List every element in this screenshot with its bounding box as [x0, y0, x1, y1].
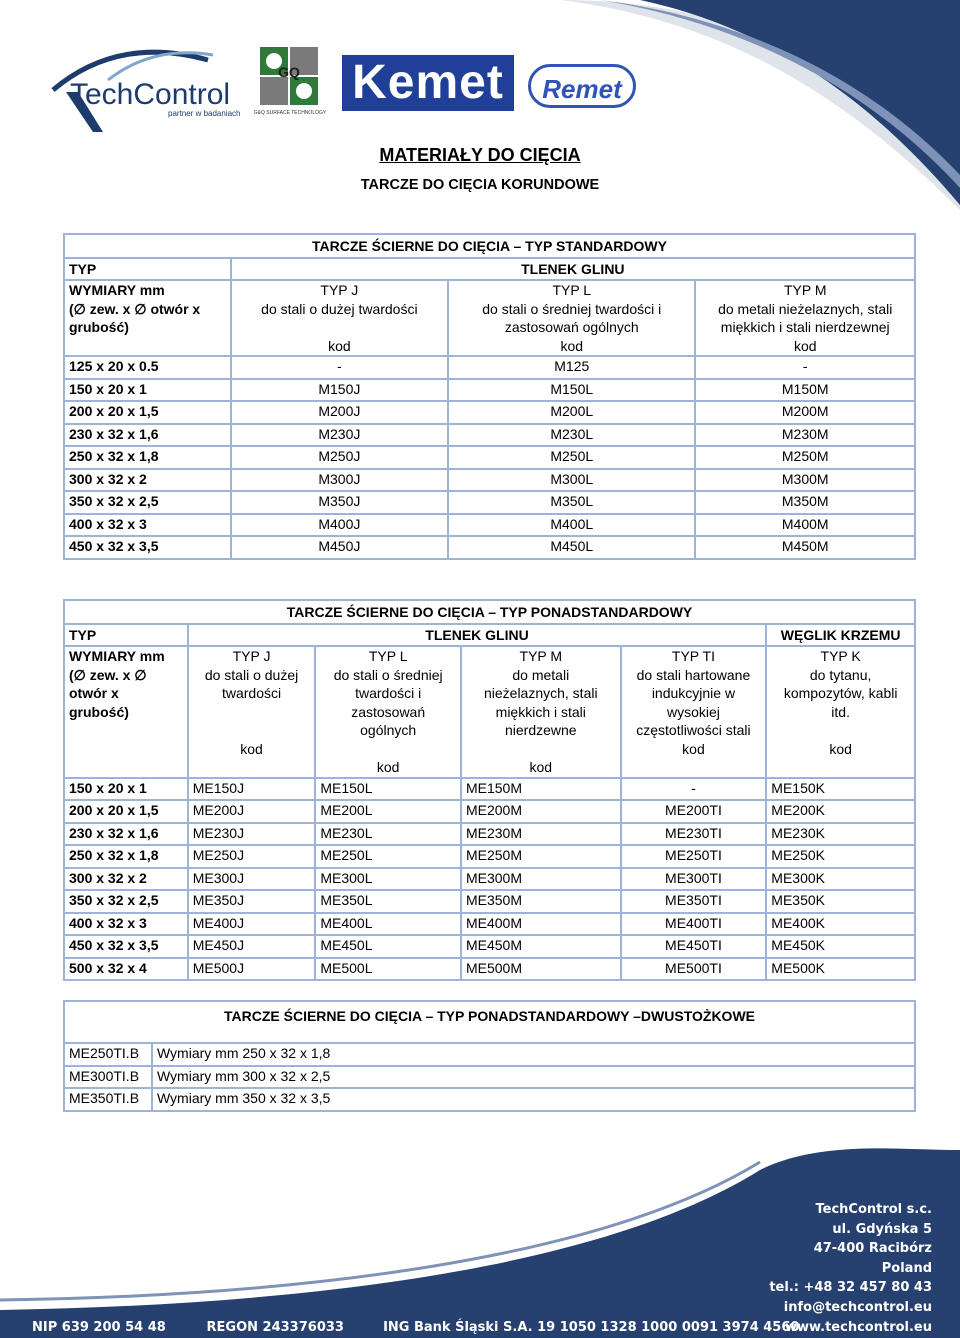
- dim-label: grubość): [69, 319, 129, 335]
- type-title: TYP L: [368, 648, 408, 664]
- table-row: [64, 379, 915, 402]
- code-cell-k: ME350K: [766, 890, 915, 913]
- code-cell-k: ME400K: [766, 913, 915, 936]
- type-title: TYP M: [519, 648, 563, 664]
- dimension-cell: 450 x 32 x 3,5: [64, 536, 231, 559]
- company-email[interactable]: info@techcontrol.eu: [783, 1299, 932, 1315]
- code-cell-ti: ME230TI: [621, 823, 767, 846]
- type-l-header: [448, 280, 695, 356]
- code-cell-j: ME150J: [188, 778, 316, 801]
- company-phone: tel.: +48 32 457 80 43: [769, 1280, 932, 1296]
- code-cell-l: ME300L: [315, 868, 461, 891]
- table-row: [64, 913, 915, 936]
- code-cell-ti: ME500TI: [621, 958, 767, 981]
- gq-logo-tag: G&Q SURFACE TECHNOLOGY: [253, 110, 327, 116]
- table-row: [64, 469, 915, 492]
- code-cell-k: ME230K: [766, 823, 915, 846]
- group-label: TLENEK GLINU: [188, 624, 767, 646]
- code-cell-m: ME250M: [461, 845, 621, 868]
- company-website[interactable]: www.techcontrol.eu: [784, 1319, 932, 1335]
- product-desc-cell: Wymiary mm 300 x 32 x 2,5: [152, 1066, 915, 1089]
- code-cell-l: ME230L: [315, 823, 461, 846]
- table-caption: TARCZE ŚCIERNE DO CIĘCIA – TYP PONADSTANDARDOWY: [64, 600, 915, 624]
- dimension-cell: 400 x 32 x 3: [64, 514, 231, 537]
- code-cell-l: M200L: [448, 401, 695, 424]
- premium-table-body: [64, 778, 915, 981]
- code-cell-j: ME400J: [188, 913, 316, 936]
- code-cell-j: M150J: [231, 379, 448, 402]
- type-title: TYP K: [820, 648, 861, 664]
- table-row: [64, 868, 915, 891]
- double-cone-table-body: [64, 1043, 915, 1111]
- group-label: TLENEK GLINU: [231, 258, 915, 280]
- product-code-cell: ME250TI.B: [64, 1043, 152, 1066]
- code-cell-k: ME150K: [766, 778, 915, 801]
- code-cell-m: ME200M: [461, 800, 621, 823]
- group-label-sic: WĘGLIK KRZEMU: [766, 624, 915, 646]
- page-subtitle: TARCZE DO CIĘCIA KORUNDOWE: [360, 177, 600, 193]
- dimension-cell: 230 x 32 x 1,6: [64, 424, 231, 447]
- typ-label: TYP: [64, 624, 188, 646]
- dimension-cell: 500 x 32 x 4: [64, 958, 188, 981]
- product-code-cell: ME300TI.B: [64, 1066, 152, 1089]
- code-cell-m: M450M: [695, 536, 915, 559]
- dimension-cell: 400 x 32 x 3: [64, 913, 188, 936]
- dim-label: otwór x: [69, 685, 119, 701]
- techcontrol-logo-tag: partner w badaniach: [168, 109, 241, 118]
- type-m-header: [461, 646, 621, 778]
- product-desc-cell: Wymiary mm 250 x 32 x 1,8: [152, 1043, 915, 1066]
- type-desc: indukcyjnie w: [651, 685, 736, 701]
- code-cell-m: M200M: [695, 401, 915, 424]
- dimension-cell: 450 x 32 x 3,5: [64, 935, 188, 958]
- code-cell-k: ME200K: [766, 800, 915, 823]
- table-caption: TARCZE ŚCIERNE DO CIĘCIA – TYP PONADSTANDARDOWY –DWUSTOŻKOWE: [64, 1001, 915, 1043]
- bank-account: ING Bank Śląski S.A. 19 1050 1328 1000 0091 3974 4560: [383, 1320, 800, 1335]
- type-desc: do tytanu,: [809, 666, 872, 683]
- type-desc: do stali o dużej twardości: [261, 300, 418, 317]
- standard-table: [63, 233, 916, 560]
- dimension-cell: 300 x 32 x 2: [64, 868, 188, 891]
- code-cell-ti: ME300TI: [621, 868, 767, 891]
- type-desc: do stali hartowane: [636, 666, 751, 683]
- code-cell-m: ME230M: [461, 823, 621, 846]
- dimension-cell: 250 x 32 x 1,8: [64, 446, 231, 469]
- company-street: ul. Gdyńska 5: [832, 1221, 932, 1237]
- table-row: [64, 800, 915, 823]
- code-cell-l: M250L: [448, 446, 695, 469]
- type-l-header: [315, 646, 461, 778]
- type-desc: kompozytów, kabli: [783, 685, 898, 701]
- code-cell-m: ME500M: [461, 958, 621, 981]
- regon-number: REGON 243376033: [206, 1320, 344, 1335]
- table-row: [64, 491, 915, 514]
- nip-number: NIP 639 200 54 48: [32, 1320, 166, 1335]
- code-cell-m: M350M: [695, 491, 915, 514]
- type-desc: do stali o średniej: [333, 666, 443, 683]
- dimension-cell: 125 x 20 x 0.5: [64, 356, 231, 379]
- type-desc: miękkich i stali: [495, 703, 586, 720]
- type-j-header: [188, 646, 316, 778]
- company-country: Poland: [881, 1260, 932, 1276]
- code-cell-l: ME350L: [315, 890, 461, 913]
- code-cell-ti: ME250TI: [621, 845, 767, 868]
- gq-logo-text: GQ: [278, 64, 300, 80]
- code-cell-j: ME200J: [188, 800, 316, 823]
- dimension-cell: 200 x 20 x 1,5: [64, 401, 231, 424]
- dimension-cell: 250 x 32 x 1,8: [64, 845, 188, 868]
- code-cell-m: M230M: [695, 424, 915, 447]
- code-cell-j: M200J: [231, 401, 448, 424]
- typ-label: TYP: [64, 258, 231, 280]
- type-title: TYP J: [320, 282, 359, 298]
- company-name: TechControl s.c.: [815, 1202, 932, 1217]
- code-cell-j: M400J: [231, 514, 448, 537]
- table-row: [64, 958, 915, 981]
- code-cell-m: ME400M: [461, 913, 621, 936]
- code-cell-m: ME350M: [461, 890, 621, 913]
- dimension-cell: 150 x 20 x 1: [64, 778, 188, 801]
- code-cell-m: -: [695, 356, 915, 379]
- code-cell-ti: ME450TI: [621, 935, 767, 958]
- code-cell-ti: -: [621, 778, 767, 801]
- code-cell-j: M450J: [231, 536, 448, 559]
- code-cell-l: ME250L: [315, 845, 461, 868]
- code-cell-j: ME450J: [188, 935, 316, 958]
- remet-logo: Remet: [528, 64, 636, 108]
- type-desc: do stali o średniej twardości i: [482, 300, 662, 317]
- code-cell-j: ME300J: [188, 868, 316, 891]
- dim-label: (∅ zew. x ∅ otwór x: [69, 300, 201, 317]
- dimensions-header: [64, 646, 188, 778]
- kod-label: kod: [793, 337, 817, 354]
- code-cell-ti: ME400TI: [621, 913, 767, 936]
- code-cell-l: ME150L: [315, 778, 461, 801]
- code-cell-k: ME250K: [766, 845, 915, 868]
- company-city: 47-400 Racibórz: [813, 1241, 932, 1257]
- table-row: [64, 935, 915, 958]
- table-row: [64, 424, 915, 447]
- dimension-cell: 350 x 32 x 2,5: [64, 491, 231, 514]
- table-row: [64, 823, 915, 846]
- table-row: [64, 356, 915, 379]
- type-desc: miękkich i stali nierdzewnej: [720, 319, 890, 335]
- kemet-logo: Kemet: [342, 55, 514, 111]
- code-cell-j: -: [231, 356, 448, 379]
- code-cell-k: ME300K: [766, 868, 915, 891]
- standard-table-body: [64, 356, 915, 559]
- product-desc-cell: Wymiary mm 350 x 32 x 3,5: [152, 1088, 915, 1111]
- code-cell-m: ME450M: [461, 935, 621, 958]
- dimension-cell: 350 x 32 x 2,5: [64, 890, 188, 913]
- dim-label: grubość): [69, 703, 129, 720]
- code-cell-l: M150L: [448, 379, 695, 402]
- table-row: [64, 845, 915, 868]
- table-row: [64, 401, 915, 424]
- code-cell-l: ME400L: [315, 913, 461, 936]
- code-cell-l: ME450L: [315, 935, 461, 958]
- dimension-cell: 150 x 20 x 1: [64, 379, 231, 402]
- code-cell-l: M450L: [448, 536, 695, 559]
- double-cone-table: [63, 1000, 916, 1112]
- code-cell-l: M230L: [448, 424, 695, 447]
- table-row: [64, 890, 915, 913]
- code-cell-l: M350L: [448, 491, 695, 514]
- kod-label: kod: [682, 740, 705, 757]
- type-desc: itd.: [831, 703, 850, 720]
- techcontrol-logo-text: TechControl: [70, 78, 231, 111]
- kod-label: kod: [328, 337, 351, 354]
- type-title: TYP M: [783, 282, 827, 298]
- kod-label: kod: [240, 740, 263, 757]
- type-title: TYP TI: [671, 648, 715, 664]
- type-k-header: [766, 646, 915, 778]
- type-desc: do stali o dużej: [204, 666, 299, 683]
- code-cell-l: M125: [448, 356, 695, 379]
- type-j-header: [231, 280, 448, 356]
- table-row: [64, 1088, 915, 1111]
- footer-legal: [32, 1320, 799, 1335]
- kod-label: kod: [829, 740, 852, 757]
- type-title: TYP J: [232, 648, 271, 664]
- type-desc: zastosowań ogólnych: [504, 319, 639, 335]
- dim-label: (∅ zew. x ∅: [69, 666, 147, 683]
- code-cell-l: M300L: [448, 469, 695, 492]
- type-desc: nierdzewne: [504, 722, 577, 738]
- code-cell-j: M250J: [231, 446, 448, 469]
- dimensions-header: [64, 280, 231, 356]
- code-cell-m: M250M: [695, 446, 915, 469]
- code-cell-j: M230J: [231, 424, 448, 447]
- code-cell-m: M400M: [695, 514, 915, 537]
- page-title: MATERIAŁY DO CIĘCIA: [379, 145, 581, 165]
- type-desc: ogólnych: [360, 722, 417, 738]
- type-title: TYP L: [552, 282, 592, 298]
- type-m-header: [695, 280, 915, 356]
- table-row: [64, 1066, 915, 1089]
- footer-contact: [769, 1200, 932, 1337]
- type-desc: do metali: [512, 666, 570, 683]
- product-code-cell: ME350TI.B: [64, 1088, 152, 1111]
- table-row: [64, 1043, 915, 1066]
- kod-label: kod: [529, 759, 553, 775]
- code-cell-l: ME200L: [315, 800, 461, 823]
- kod-label: kod: [560, 337, 584, 354]
- table-row: [64, 778, 915, 801]
- code-cell-l: ME500L: [315, 958, 461, 981]
- code-cell-m: M150M: [695, 379, 915, 402]
- code-cell-j: M300J: [231, 469, 448, 492]
- kod-label: kod: [376, 759, 400, 775]
- table-row: [64, 514, 915, 537]
- code-cell-j: ME350J: [188, 890, 316, 913]
- table-caption: TARCZE ŚCIERNE DO CIĘCIA – TYP STANDARDOWY: [64, 234, 915, 258]
- premium-table: [63, 599, 916, 981]
- code-cell-j: ME230J: [188, 823, 316, 846]
- type-desc: twardości: [221, 685, 282, 701]
- code-cell-ti: ME350TI: [621, 890, 767, 913]
- gq-logo: [253, 47, 327, 117]
- type-desc: nieżelaznych, stali: [483, 685, 598, 701]
- type-ti-header: [621, 646, 767, 778]
- type-desc: zastosowań: [351, 703, 426, 720]
- code-cell-j: ME500J: [188, 958, 316, 981]
- type-desc: częstotliwości stali: [636, 722, 751, 738]
- dimension-cell: 230 x 32 x 1,6: [64, 823, 188, 846]
- code-cell-k: ME450K: [766, 935, 915, 958]
- type-desc: wysokiej: [666, 703, 720, 720]
- code-cell-k: ME500K: [766, 958, 915, 981]
- code-cell-j: ME250J: [188, 845, 316, 868]
- type-desc: twardości i: [355, 685, 422, 701]
- code-cell-m: M300M: [695, 469, 915, 492]
- dim-label: WYMIARY mm: [69, 648, 165, 664]
- dim-label: WYMIARY mm: [69, 282, 165, 298]
- code-cell-ti: ME200TI: [621, 800, 767, 823]
- code-cell-m: ME150M: [461, 778, 621, 801]
- code-cell-m: ME300M: [461, 868, 621, 891]
- code-cell-j: M350J: [231, 491, 448, 514]
- table-row: [64, 446, 915, 469]
- dimension-cell: 200 x 20 x 1,5: [64, 800, 188, 823]
- dimension-cell: 300 x 32 x 2: [64, 469, 231, 492]
- techcontrol-logo: [48, 40, 263, 135]
- table-row: [64, 536, 915, 559]
- type-desc: do metali nieżelaznych, stali: [718, 300, 893, 317]
- code-cell-l: M400L: [448, 514, 695, 537]
